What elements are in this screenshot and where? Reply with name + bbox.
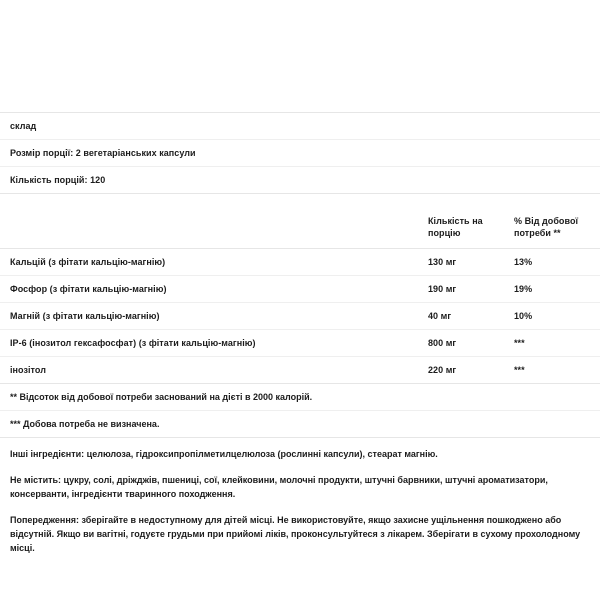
nutrient-daily-value: *** (514, 364, 525, 375)
nutrient-daily-value: *** (514, 337, 525, 348)
nutrient-amount: 220 мг (428, 364, 457, 375)
serving-size-text: Розмір порції: 2 вегетаріанських капсули (10, 148, 196, 158)
nutrient-name: Фосфор (з фітати кальцію-магнію) (10, 283, 167, 294)
nutrient-name: інозітол (10, 364, 46, 375)
warning-paragraph: Попередження: зберігайте в недоступному для дітей місці. Не використовуйте, якщо захисне ущільнення пошкоджено або відсутній. Якщо ви вагітні, годуєте грудьми при прийомі ліків, проконсультуйтеся з лікарем. Зберігати в сухому прохолодному місці. (10, 514, 581, 553)
table-row (0, 249, 600, 275)
nutrient-daily-value: 13% (514, 256, 533, 267)
serving-size-row (0, 140, 600, 166)
nutrient-name: Кальцій (з фітати кальцію-магнію) (10, 256, 166, 267)
table-header-row (0, 206, 600, 248)
supplement-facts-panel (0, 112, 600, 556)
table-row (0, 357, 600, 383)
nutrient-amount: 800 мг (428, 337, 457, 348)
servings-per-container-text: Кількість порцій: 120 (10, 175, 106, 185)
section-title-row (0, 113, 600, 139)
section-title: склад (10, 121, 37, 131)
free-from-paragraph: Не містить: цукру, солі, дріжджів, пшениці, сої, клейковини, молочні продукти, штучні барвники, штучні ароматизатори, консерванти, інгредієнти тваринного походження. (10, 474, 548, 499)
footnote-text: ** Відсоток від добової потреби заснований на дієті в 2000 калорій. (10, 392, 313, 402)
footnote-daily-value-basis (0, 384, 600, 410)
table-header-daily-value: % Від добової потреби ** (514, 216, 579, 239)
servings-per-container-row (0, 167, 600, 193)
nutrient-amount: 190 мг (428, 283, 457, 294)
nutrient-daily-value: 10% (514, 310, 533, 321)
nutrient-name: IP-6 (інозитол гексафосфат) (з фітати кальцію-магнію) (10, 337, 256, 348)
table-gap (0, 194, 600, 206)
footnote-daily-value-undetermined (0, 411, 600, 437)
other-ingredients-paragraph: Інші інгредієнти: целюлоза, гідроксипропілметилцелюлоза (рослинні капсули), стеарат магнію. (10, 449, 438, 459)
table-row (0, 330, 600, 356)
nutrient-amount: 130 мг (428, 256, 457, 267)
table-header-amount-per-serving: Кількість на порцію (428, 216, 483, 239)
nutrient-daily-value: 19% (514, 283, 533, 294)
table-row (0, 303, 600, 329)
table-row (0, 276, 600, 302)
footnote-text: *** Добова потреба не визначена. (10, 419, 160, 429)
nutrient-name: Магній (з фітати кальцію-магнію) (10, 310, 160, 321)
nutrient-amount: 40 мг (428, 310, 452, 321)
